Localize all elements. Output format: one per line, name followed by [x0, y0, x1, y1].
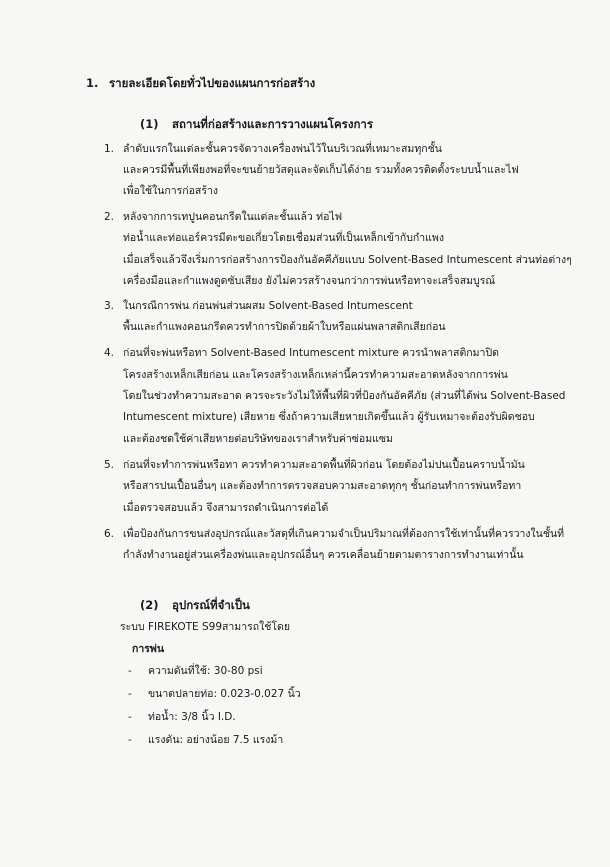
list-item-line: หรือสารปนเปื้อนอื่นๆ และต้องทำการตรวจสอบความสะอาดทุกๆ ชั้นก่อนทำการพ่นหรือทา	[123, 480, 522, 492]
list-item-line: ท่อน้ำและท่อแอร์ควรมีตะขอเกี่ยวโดยเชื่อมส่วนที่เป็นเหล็กเข้ากับกำแพง	[123, 232, 444, 244]
list-item-line: เพื่อใช้ในการก่อสร้าง	[123, 185, 219, 197]
list-item-line: และต้องชดใช้ค่าเสียหายต่อบริษัทของเราสำหรับค่าซ่อมแซม	[123, 433, 393, 445]
list-item-line: โดยในช่วงทำความสะอาด ควรจะระวังไม่ให้พื้นที่ผิวที่ป้องกันอัคคีภัย (ส่วนที่ได้พ่น Solvent-Based	[123, 390, 566, 402]
subsection-2-number: (2)	[140, 598, 159, 612]
bullet-dash: -	[128, 665, 132, 677]
spray-group-title: การพ่น	[132, 643, 164, 655]
list-item-line: ลำดับแรกในแต่ละชั้นควรจัดวางเครื่องพ่นไว้ในบริเวณที่เหมาะสมทุกชั้น	[123, 143, 442, 155]
list-item-number: 6.	[104, 528, 115, 540]
list-item-line: ในกรณีการพ่น ก่อนพ่นส่วนผสม Solvent-Based Intumescent	[123, 300, 413, 312]
spec-item: แรงดัน: อย่างน้อย 7.5 แรงม้า	[148, 734, 284, 746]
bullet-dash: -	[128, 711, 132, 723]
list-item-line: พื้นและกำแพงคอนกรีตควรทำการปิดด้วยผ้าใบหรือแผ่นพลาสติกเสียก่อน	[123, 321, 446, 333]
list-item-number: 1.	[104, 143, 115, 155]
spec-item: ความดันที่ใช้: 30-80 psi	[148, 665, 263, 677]
bullet-dash: -	[128, 734, 132, 746]
list-item-line: ก่อนที่จะพ่นหรือทา Solvent-Based Intumescent mixture ควรนำพลาสติกมาปิด	[123, 347, 499, 359]
list-item-line: เมื่อตรวจสอบแล้ว จึงสามารถดำเนินการต่อได้	[123, 502, 329, 514]
list-item-number: 4.	[104, 347, 115, 359]
list-item-number: 3.	[104, 300, 115, 312]
subsection-2-intro: ระบบ FIREKOTE S99สามารถใช้โดย	[120, 621, 290, 633]
subsection-2-title: อุปกรณ์ที่จำเป็น	[172, 598, 250, 612]
list-item-line: เมื่อเสร็จแล้วจึงเริ่มการก่อสร้างการป้องกันอัคคีภัยแบบ Solvent-Based Intumescent ส่วนท่อต่างๆ	[123, 254, 572, 266]
section-title: รายละเอียดโดยทั่วไปของแผนการก่อสร้าง	[109, 76, 316, 90]
list-item-number: 5.	[104, 459, 115, 471]
spec-item: ท่อน้ำ: 3/8 นิ้ว I.D.	[148, 711, 236, 723]
section-number: 1.	[86, 76, 99, 90]
list-item-line: หลังจากการเทปูนคอนกรีตในแต่ละชั้นแล้ว ท่อไฟ	[123, 211, 343, 223]
list-item-line: กำลังทำงานอยู่ส่วนเครื่องพ่นและอุปกรณ์อื่นๆ ควรเคลื่อนย้ายตามตารางการทำงานเท่านั้น	[123, 549, 524, 561]
list-item-line: เพื่อป้องกันการขนส่งอุปกรณ์และวัสดุที่เกินความจำเป็นปริมาณที่ต้องการใช้เท่านั้นที่ควรวางในชั้นที่	[123, 528, 565, 540]
list-item-number: 2.	[104, 211, 115, 223]
list-item-line: โครงสร้างเหล็กเสียก่อน และโครงสร้างเหล็กเหล่านี้ควรทำความสะอาดหลังจากการพ่น	[123, 369, 508, 381]
bullet-dash: -	[128, 688, 132, 700]
list-item-line: เครื่องมือและกำแพงดูดซับเสียง ยังไม่ควรสร้างจนกว่าการพ่นหรือทาจะเสร็จสมบูรณ์	[123, 275, 496, 287]
subsection-1-title: สถานที่ก่อสร้างและการวางแผนโครงการ	[172, 117, 374, 131]
list-item-line: และควรมีพื้นที่เพียงพอที่จะขนย้ายวัสดุและจัดเก็บได้ง่าย รวมทั้งควรติดตั้งระบบน้ำและไฟ	[123, 164, 519, 176]
subsection-1-number: (1)	[140, 117, 159, 131]
list-item-line: ก่อนที่จะทำการพ่นหรือทา ควรทำความสะอาดพื้นที่ผิวก่อน โดยต้องไม่ปนเปื้อนคราบน้ำมัน	[123, 459, 525, 471]
list-item-line: Intumescent mixture) เสียหาย ซึ่งถ้าความเสียหายเกิดขึ้นแล้ว ผู้รับเหมาจะต้องรับผิดชอบ	[123, 411, 535, 423]
spec-item: ขนาดปลายท่อ: 0.023-0.027 นิ้ว	[148, 688, 301, 700]
